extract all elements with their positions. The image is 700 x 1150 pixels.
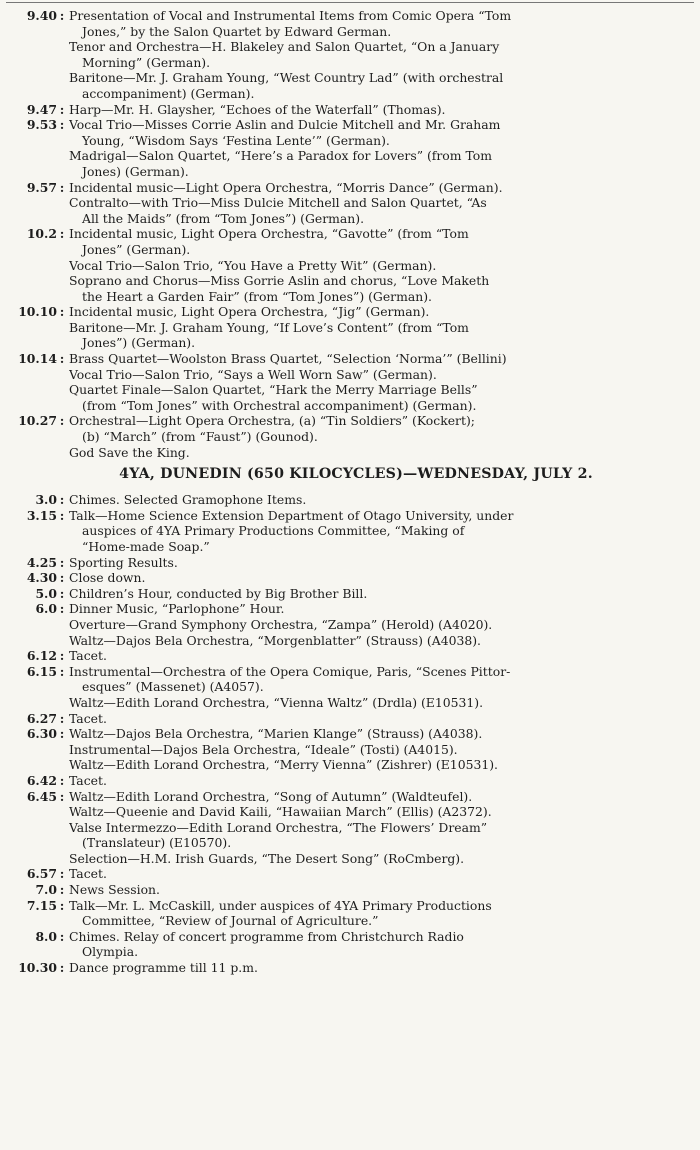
programme-entry — [0, 633, 700, 649]
entry-line: Tacet. — [69, 648, 107, 664]
entry-time-value: 10.14 — [18, 351, 57, 367]
programme-entry — [0, 273, 700, 304]
time-colon: : — [59, 663, 65, 679]
programme-entry — [0, 413, 700, 444]
programme-entry — [0, 695, 700, 711]
programme-entry — [0, 102, 700, 118]
entry-line: Vocal Trio—Misses Corrie Aslin and Dulcie Mitchell and Mr. Graham — [69, 117, 501, 133]
entry-line: Waltz—Edith Lorand Orchestra, “Vienna Waltz” (Drdla) (E10531). — [69, 694, 484, 710]
programme-entry — [0, 757, 700, 773]
entry-text — [67, 586, 679, 602]
entry-text — [67, 664, 679, 695]
programme-entry — [0, 492, 700, 508]
time-colon: : — [59, 492, 65, 508]
entry-time — [0, 8, 67, 24]
entry-line: Olympia. — [82, 944, 139, 960]
entry-time — [0, 117, 67, 133]
entry-text — [67, 804, 679, 820]
entry-time — [0, 726, 67, 742]
entry-line: Jones,” by the Salon Quartet by Edward German. — [82, 23, 392, 39]
programme-entry — [0, 711, 700, 727]
entry-line: Soprano and Chorus—Miss Gorrie Aslin and chorus, “Love Maketh — [69, 273, 490, 289]
entry-line: Harp—Mr. H. Glaysher, “Echoes of the Waterfall” (Thomas). — [69, 101, 446, 117]
entry-time — [0, 664, 67, 680]
programme-entry — [0, 804, 700, 820]
entry-text — [67, 882, 679, 898]
entry-time-value: 10.10 — [18, 304, 57, 320]
entry-text — [67, 851, 679, 867]
entry-line: Children’s Hour, conducted by Big Brother Bill. — [69, 585, 368, 601]
entry-time — [0, 882, 67, 898]
entry-time — [0, 711, 67, 727]
entry-text — [67, 898, 679, 929]
time-colon: : — [59, 710, 65, 726]
entry-line: All the Maids” (from “Tom Jones”) (German). — [82, 210, 365, 226]
programme-entry — [0, 882, 700, 898]
entry-line: the Heart a Garden Fair” (from “Tom Jones”) (German). — [82, 288, 432, 304]
entry-time-value: 3.0 — [35, 492, 57, 508]
programme-entry — [0, 258, 700, 274]
entry-text — [67, 39, 679, 70]
entry-time — [0, 929, 67, 945]
entry-text — [67, 70, 679, 101]
entry-text — [67, 273, 679, 304]
time-colon: : — [59, 585, 65, 601]
time-colon: : — [59, 507, 65, 523]
programme-entry — [0, 773, 700, 789]
entry-text — [67, 742, 679, 758]
time-colon: : — [59, 882, 65, 898]
time-colon: : — [59, 351, 65, 367]
programme-entry — [0, 742, 700, 758]
programme-entry — [0, 8, 700, 39]
programme-entry — [0, 382, 700, 413]
time-colon: : — [59, 897, 65, 913]
programme-entry — [0, 508, 700, 555]
entry-line: Baritone—Mr. J. Graham Young, “West Country Lad” (with orchestral — [69, 70, 504, 86]
entry-line: Committee, “Review of Journal of Agriculture.” — [82, 913, 379, 929]
entry-time — [0, 960, 67, 976]
programme-entry — [0, 226, 700, 257]
programme-entry — [0, 586, 700, 602]
entry-line: Incidental music, Light Opera Orchestra, “Jig” (German). — [69, 304, 430, 320]
time-colon: : — [59, 101, 65, 117]
programme-entry — [0, 351, 700, 367]
entry-text — [67, 117, 679, 148]
entry-line: Chimes. Selected Gramophone Items. — [69, 492, 307, 508]
entry-text — [67, 180, 679, 196]
time-colon: : — [59, 960, 65, 976]
entry-time-value: 8.0 — [35, 928, 57, 944]
entry-text — [67, 789, 679, 805]
entry-line: Close down. — [69, 570, 146, 586]
time-colon: : — [59, 788, 65, 804]
entry-text — [67, 866, 679, 882]
entry-line: Instrumental—Orchestra of the Opera Comique, Paris, “Scenes Pittor- — [69, 663, 511, 679]
programme-entry — [0, 851, 700, 867]
entry-time-value: 9.40 — [26, 8, 57, 23]
time-colon: : — [59, 226, 65, 242]
entry-line: Tacet. — [69, 866, 107, 882]
entry-line: (Translateur) (E10570). — [82, 835, 232, 851]
entry-time — [0, 351, 67, 367]
entry-line: Waltz—Queenie and David Kaili, “Hawaiian March” (Ellis) (A2372). — [69, 804, 492, 820]
entry-line: Vocal Trio—Salon Trio, “You Have a Pretty Wit” (German). — [69, 257, 437, 273]
entry-text — [67, 617, 679, 633]
entry-line: Jones” (German). — [82, 241, 191, 257]
entry-time — [0, 773, 67, 789]
entry-line: Talk—Home Science Extension Department of Otago University, under — [69, 507, 514, 523]
programme-entry — [0, 180, 700, 196]
time-colon: : — [59, 726, 65, 742]
time-colon: : — [59, 648, 65, 664]
entry-line: Quartet Finale—Salon Quartet, “Hark the Merry Marriage Bells” — [69, 382, 478, 398]
entry-time — [0, 898, 67, 914]
entry-line: Madrigal—Salon Quartet, “Here’s a Paradox for Lovers” (from Tom — [69, 148, 492, 164]
entry-text — [67, 445, 679, 461]
top-rule — [6, 2, 694, 3]
entry-time-value: 5.0 — [35, 585, 57, 601]
entry-text — [67, 773, 679, 789]
entry-text — [67, 555, 679, 571]
entry-text — [67, 648, 679, 664]
time-colon: : — [59, 304, 65, 320]
entry-line: Presentation of Vocal and Instrumental Items from Comic Opera “Tom — [69, 8, 512, 23]
entry-time-value: 6.42 — [26, 772, 57, 788]
programme-entry — [0, 898, 700, 929]
entry-time — [0, 102, 67, 118]
entry-line: accompaniment) (German). — [82, 85, 255, 101]
entry-time — [0, 304, 67, 320]
entry-line: Dance programme till 11 p.m. — [69, 960, 258, 976]
programme-section-dunedin — [0, 492, 700, 975]
programme-entry — [0, 570, 700, 586]
entry-time-value: 6.27 — [26, 710, 57, 726]
entry-line: Overture—Grand Symphony Orchestra, “Zampa” (Herold) (A4020). — [69, 616, 493, 632]
entry-time-value: 7.0 — [35, 882, 57, 898]
entry-time — [0, 601, 67, 617]
entry-line: Jones”) (German). — [82, 335, 196, 351]
entry-time-value: 9.47 — [26, 101, 57, 117]
entry-time — [0, 789, 67, 805]
entry-line: auspices of 4YA Primary Productions Committee, “Making of — [82, 523, 465, 539]
entry-line: Young, “Wisdom Says ‘Festina Lente’” (German). — [82, 132, 390, 148]
entry-text — [67, 226, 679, 257]
entry-time — [0, 648, 67, 664]
entry-time-value: 9.57 — [26, 179, 57, 195]
entry-line: News Session. — [69, 882, 160, 898]
entry-time-value: 6.12 — [26, 648, 57, 664]
programme-entry — [0, 39, 700, 70]
programme-entry — [0, 304, 700, 320]
entry-line: Incidental music—Light Opera Orchestra, “Morris Dance” (German). — [69, 179, 503, 195]
entry-line: God Save the King. — [69, 444, 190, 460]
entry-time-value: 10.2 — [26, 226, 57, 242]
entry-line: Talk—Mr. L. McCaskill, under auspices of 4YA Primary Productions — [69, 897, 492, 913]
entry-text — [67, 492, 679, 508]
entry-text — [67, 195, 679, 226]
entry-text — [67, 382, 679, 413]
programme-entry — [0, 601, 700, 617]
entry-line: esques” (Massenet) (A4057). — [82, 679, 264, 695]
entry-text — [67, 304, 679, 320]
station-heading: 4YA, DUNEDIN (650 KILOCYCLES)—WEDNESDAY, JULY 2. — [119, 466, 593, 483]
time-colon: : — [59, 570, 65, 586]
entry-line: Baritone—Mr. J. Graham Young, “If Love’s Content” (from “Tom — [69, 319, 469, 335]
time-colon: : — [59, 866, 65, 882]
programme-page — [0, 8, 700, 976]
programme-entry — [0, 555, 700, 571]
time-colon: : — [59, 179, 65, 195]
time-colon: : — [59, 601, 65, 617]
entry-line: Vocal Trio—Salon Trio, “Says a Well Worn Saw” (German). — [69, 366, 437, 382]
programme-section-christchurch — [0, 8, 700, 460]
entry-line: Morning” (German). — [82, 54, 211, 70]
programme-entry — [0, 960, 700, 976]
entry-line: “Home-made Soap.” — [82, 539, 210, 554]
entry-line: Contralto—with Trio—Miss Dulcie Mitchell and Salon Quartet, “As — [69, 195, 487, 211]
entry-line: Valse Intermezzo—Edith Lorand Orchestra, “The Flowers’ Dream” — [69, 819, 488, 835]
programme-entry — [0, 195, 700, 226]
entry-time-value: 6.45 — [26, 788, 57, 804]
entry-time-value: 9.53 — [26, 117, 57, 133]
time-colon: : — [59, 928, 65, 944]
programme-entry — [0, 726, 700, 742]
entry-text — [67, 148, 679, 179]
entry-time — [0, 226, 67, 242]
programme-entry — [0, 866, 700, 882]
entry-time — [0, 180, 67, 196]
entry-time-value: 4.25 — [26, 554, 57, 570]
programme-entry — [0, 648, 700, 664]
entry-text — [67, 929, 679, 960]
entry-line: Jones) (German). — [82, 163, 189, 179]
entry-text — [67, 570, 679, 586]
entry-text — [67, 820, 679, 851]
entry-time-value: 6.57 — [26, 866, 57, 882]
entry-time — [0, 555, 67, 571]
entry-time — [0, 570, 67, 586]
entry-text — [67, 320, 679, 351]
entry-text — [67, 413, 679, 444]
entry-line: Tacet. — [69, 772, 107, 788]
entry-time — [0, 492, 67, 508]
entry-time-value: 6.30 — [26, 726, 57, 742]
entry-line: Chimes. Relay of concert programme from Christchurch Radio — [69, 928, 464, 944]
time-colon: : — [59, 554, 65, 570]
entry-time-value: 7.15 — [26, 897, 57, 913]
programme-entry — [0, 367, 700, 383]
entry-time-value: 6.15 — [26, 663, 57, 679]
entry-text — [67, 102, 679, 118]
programme-entry — [0, 70, 700, 101]
time-colon: : — [59, 8, 65, 23]
entry-line: (b) “March” (from “Faust”) (Gounod). — [82, 429, 318, 445]
programme-entry — [0, 445, 700, 461]
entry-line: Sporting Results. — [69, 554, 178, 570]
entry-text — [67, 367, 679, 383]
entry-time — [0, 866, 67, 882]
entry-line: Waltz—Edith Lorand Orchestra, “Song of Autumn” (Waldteufel). — [69, 788, 473, 804]
entry-line: Tacet. — [69, 710, 107, 726]
entry-text — [67, 601, 679, 617]
entry-line: Waltz—Dajos Bela Orchestra, “Morgenblatter” (Strauss) (A4038). — [69, 632, 481, 648]
entry-line: Waltz—Edith Lorand Orchestra, “Merry Vienna” (Zishrer) (E10531). — [69, 757, 499, 773]
entry-text — [67, 258, 679, 274]
entry-time-value: 10.27 — [18, 413, 57, 429]
programme-entry — [0, 820, 700, 851]
entry-time-value: 4.30 — [26, 570, 57, 586]
entry-time-value: 6.0 — [35, 601, 57, 617]
entry-line: Dinner Music, “Parlophone” Hour. — [69, 601, 285, 617]
programme-entry — [0, 929, 700, 960]
entry-text — [67, 757, 679, 773]
entry-text — [67, 960, 679, 976]
entry-text — [67, 351, 679, 367]
entry-line: Brass Quartet—Woolston Brass Quartet, “Selection ‘Norma’” (Bellini) — [69, 351, 507, 367]
entry-text — [67, 8, 679, 39]
entry-text — [67, 633, 679, 649]
programme-entry — [0, 320, 700, 351]
programme-entry — [0, 664, 700, 695]
entry-time-value: 10.30 — [18, 960, 57, 976]
entry-line: Orchestral—Light Opera Orchestra, (a) “Tin Soldiers” (Kockert); — [69, 413, 475, 429]
entry-time-value: 3.15 — [26, 507, 57, 523]
entry-line: Selection—H.M. Irish Guards, “The Desert Song” (RoCmberg). — [69, 850, 465, 866]
entry-line: Waltz—Dajos Bela Orchestra, “Marien Klange” (Strauss) (A4038). — [69, 726, 483, 742]
programme-entry — [0, 117, 700, 148]
time-colon: : — [59, 117, 65, 133]
entry-text — [67, 711, 679, 727]
programme-entry — [0, 789, 700, 805]
entry-line: Tenor and Orchestra—H. Blakeley and Salon Quartet, “On a January — [69, 39, 500, 55]
programme-entry — [0, 148, 700, 179]
programme-entry — [0, 617, 700, 633]
entry-line: Instrumental—Dajos Bela Orchestra, “Ideale” (Tosti) (A4015). — [69, 741, 458, 757]
entry-text — [67, 726, 679, 742]
entry-text — [67, 508, 679, 555]
time-colon: : — [59, 413, 65, 429]
entry-time — [0, 586, 67, 602]
entry-time — [0, 508, 67, 524]
entry-time — [0, 413, 67, 429]
entry-line: (from “Tom Jones” with Orchestral accompaniment) (German). — [82, 397, 477, 413]
entry-text — [67, 695, 679, 711]
time-colon: : — [59, 772, 65, 788]
entry-line: Incidental music, Light Opera Orchestra, “Gavotte” (from “Tom — [69, 226, 469, 242]
